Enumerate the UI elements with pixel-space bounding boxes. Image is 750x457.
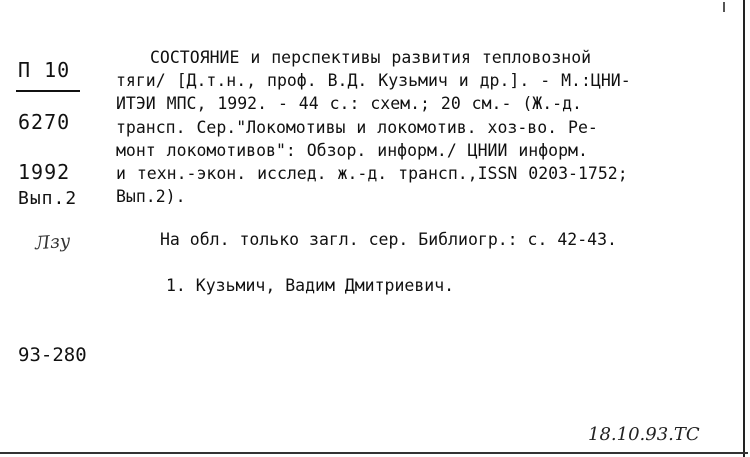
card-right-edge [743,0,745,457]
bibliographic-description [116,46,721,208]
description-line: ИТЭИ МПС, 1992. - 44 с.: схем.; 20 см.- (Ж.-д. [116,94,582,114]
handwritten-note: Лзу [34,230,71,255]
call-number-issue: Вып.2 [18,188,78,209]
description-line: монт локомотивов": Обзор. информ./ ЦНИИ информ. [116,140,588,160]
card-bottom-edge [0,452,748,454]
description-line: Вып.2). [116,187,186,207]
corner-mark [723,2,725,12]
description-line: СОСТОЯНИЕ и перспективы развития тепловозной [150,48,592,67]
call-number-number: 6270 [18,110,71,134]
description-line: тяги/ [Д.т.н., проф. В.Д. Кузьмич и др.]. - М.:ЦНИ- [116,71,631,91]
date-stamp: 18.10.93.ТС [588,424,700,445]
description-line: трансп. Сер."Локомотивы и локомотив. хоз-во. Ре- [116,117,598,137]
cover-note: На обл. только загл. сер. Библиогр.: с. 42-43. [160,230,617,249]
accession-number: 93-280 [18,344,87,366]
description-line: и техн.-экон. исслед. ж.-д. трансп.,ISSN 0203-1752; [116,164,628,184]
call-number-top: П 10 [18,58,71,82]
call-number-year: 1992 [18,160,71,184]
author-tracing: 1. Кузьмич, Вадим Дмитриевич. [166,276,455,295]
call-number-divider [16,90,80,92]
